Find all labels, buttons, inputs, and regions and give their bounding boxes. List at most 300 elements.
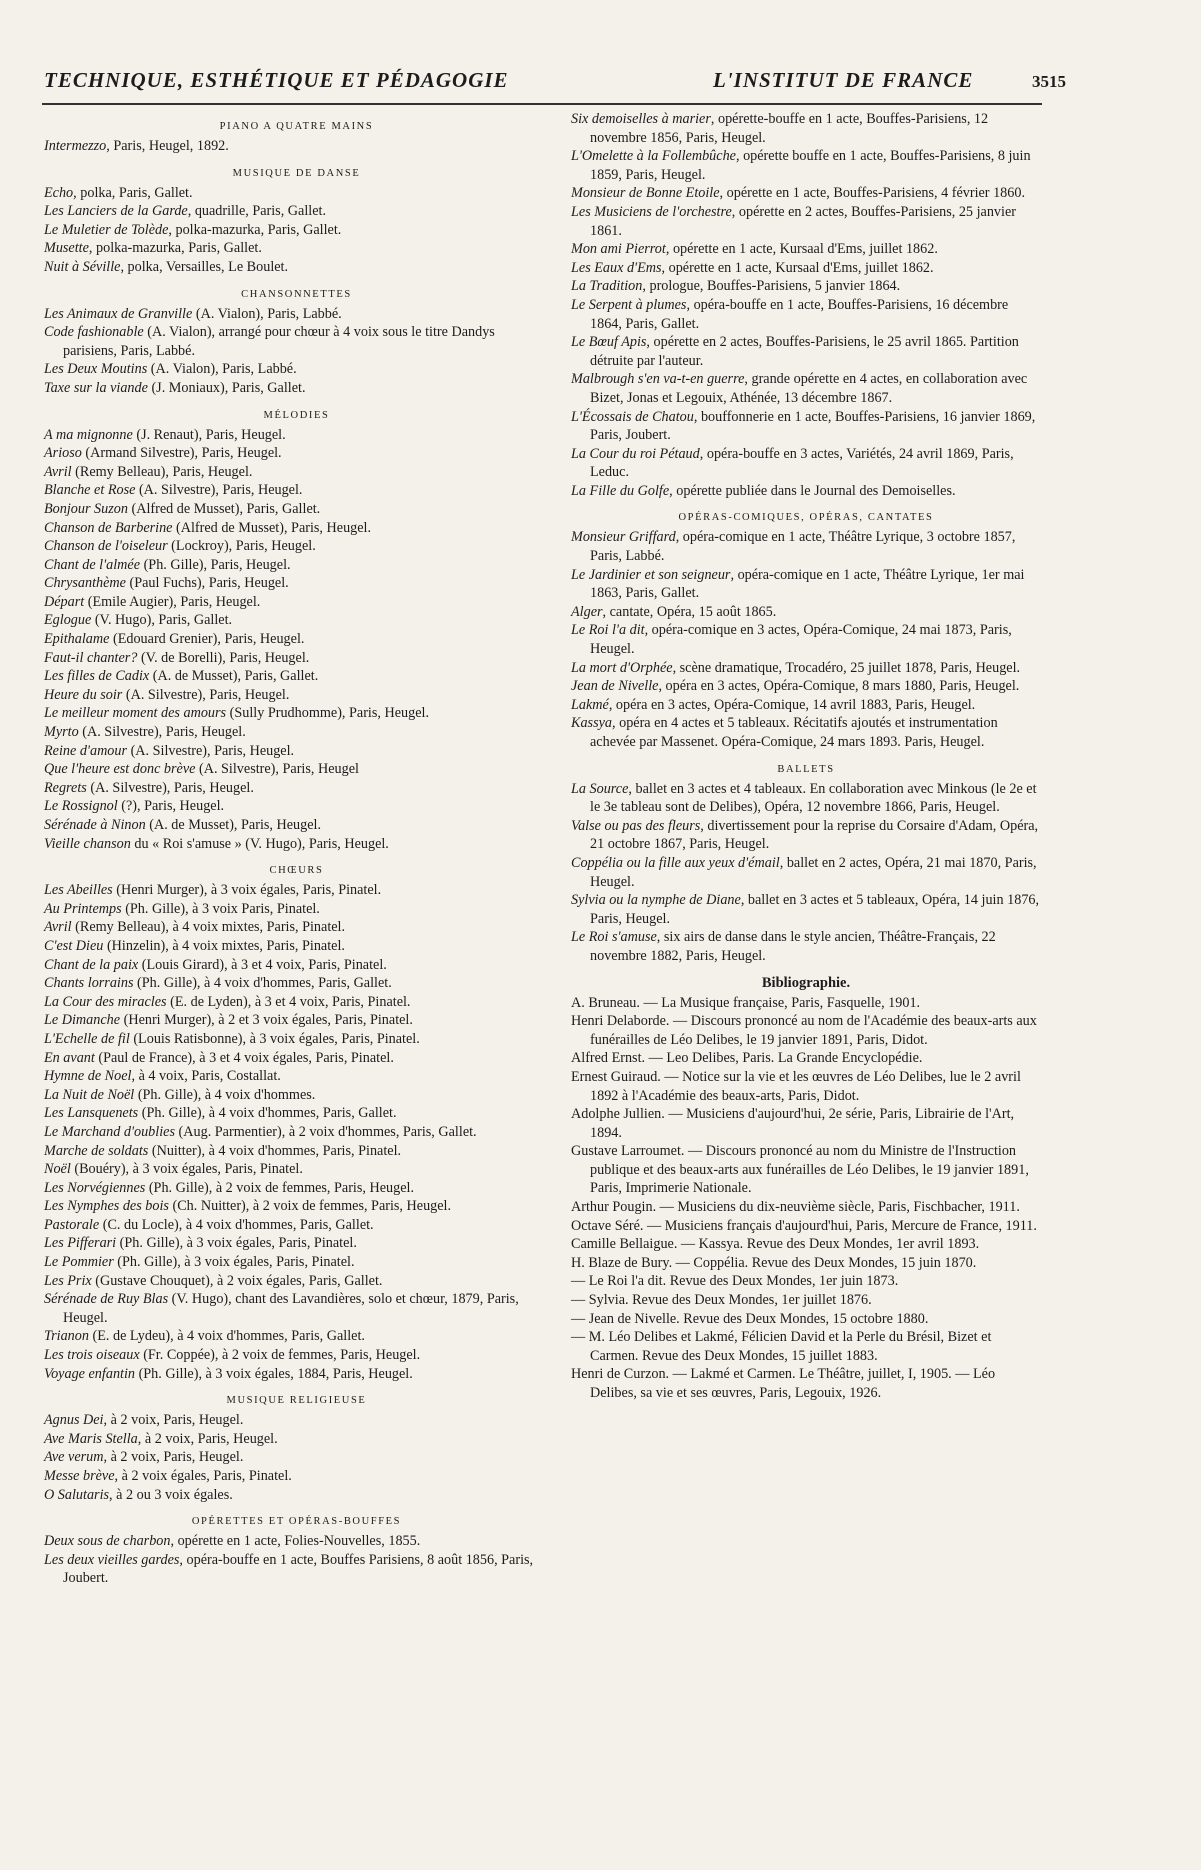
catalog-entry (44, 974, 549, 993)
catalog-entry (44, 1160, 549, 1179)
catalog-entry (571, 1291, 1041, 1310)
catalog-entry (44, 426, 549, 445)
work-title: Le Dimanche (44, 1012, 121, 1029)
catalog-entry (571, 1328, 1041, 1365)
work-title: Les Abeilles (44, 882, 113, 899)
catalog-entry (44, 1532, 549, 1551)
work-title: La mort d'Orphée (571, 659, 673, 676)
work-title: Agnus Dei (44, 1412, 104, 1429)
catalog-entry (44, 444, 549, 463)
entry-detail: , bouffonnerie en 1 acte, Bouffes-Parisiens, 16 janvier 1869, Paris, Joubert. (590, 408, 1036, 444)
entry-detail: , ballet en 3 actes et 4 tableaux. En collaboration avec Minkous (le 2e et le 3e tableau sont de Delibes), Opéra, 12 novembre 1866, Paris, Heugel. (590, 780, 1037, 816)
catalog-entry (44, 649, 549, 668)
section (44, 284, 549, 398)
catalog-entry (44, 1123, 549, 1142)
right-column (571, 110, 1041, 1403)
work-title: Sylvia ou la nymphe de Diane (571, 892, 741, 909)
header-rule (42, 103, 1042, 105)
entry-detail: Octave Séré. — Musiciens français d'aujourd'hui, Paris, Mercure de France, 1911. (571, 1217, 1037, 1234)
work-title: Lakmé (571, 696, 609, 713)
catalog-entry (44, 379, 549, 398)
entry-detail: , opérette en 1 acte, Kursaal d'Ems, juillet 1862. (665, 241, 938, 258)
work-title: Deux sous de charbon (44, 1533, 171, 1550)
entry-detail: (Ph. Gille), Paris, Heugel. (140, 556, 291, 573)
running-head-left: TECHNIQUE, ESTHÉTIQUE ET PÉDAGOGIE (44, 68, 509, 92)
entry-detail: , opéra-bouffe en 1 acte, Bouffes Parisiens, 8 août 1856, Paris, Joubert. (63, 1551, 534, 1587)
work-title: En avant (44, 1049, 95, 1066)
entry-detail: (Ph. Gille), à 3 voix égales, Paris, Pinatel. (113, 1254, 355, 1271)
entry-detail: (A. de Musset), Paris, Gallet. (149, 668, 319, 685)
work-title: Chanson de l'oiseleur (44, 538, 168, 555)
catalog-entry (44, 779, 549, 798)
entry-detail: (Ph. Gille), à 4 voix d'hommes, Paris, Gallet. (133, 975, 392, 992)
catalog-entry (44, 1346, 549, 1365)
catalog-entry (571, 1105, 1041, 1142)
entry-detail: , quadrille, Paris, Gallet. (187, 203, 327, 220)
work-title: Chrysanthème (44, 575, 126, 592)
entry-detail: , opérette publiée dans le Journal des Demoiselles. (669, 482, 956, 499)
work-title: Arioso (44, 445, 82, 462)
entry-detail: (J. Renaut), Paris, Heugel. (132, 426, 286, 443)
catalog-entry (44, 537, 549, 556)
entry-detail: (V. de Borelli), Paris, Heugel. (137, 649, 310, 666)
work-title: Le Marchand d'oublies (44, 1123, 175, 1140)
section (44, 1390, 549, 1504)
entry-detail: , scène dramatique, Trocadéro, 25 juillet 1878, Paris, Heugel. (672, 659, 1021, 676)
work-title: La Source (571, 780, 629, 797)
running-head-right: L'INSTITUT DE FRANCE (713, 68, 974, 92)
catalog-entry (571, 370, 1041, 407)
entry-detail: (Lockroy), Paris, Heugel. (167, 538, 316, 555)
work-title: Musette (44, 240, 89, 257)
work-title: Chanson de Barberine (44, 519, 173, 536)
catalog-entry (44, 323, 549, 360)
catalog-entry (571, 296, 1041, 333)
catalog-entry (44, 1142, 549, 1161)
entry-detail: , opéra en 4 actes et 5 tableaux. Récitatifs ajoutés et instrumentation achevée par Massenet. Opéra-Comique, 24 mars 1893. Paris, Heugel. (590, 715, 998, 750)
entry-detail: (C. du Locle), à 4 voix d'hommes, Paris, Gallet. (99, 1216, 374, 1233)
work-title: A ma mignonne (44, 426, 133, 443)
entry-detail: Henri Delaborde. — Discours prononcé au nom de l'Académie des beaux-arts aux funérailles de Léo Delibes, le 19 janvier 1891, Paris, Didot. (571, 1013, 1037, 1048)
entry-detail: (Remy Belleau), à 4 voix mixtes, Paris, Pinatel. (71, 919, 346, 936)
work-title: Les Animaux de Granville (44, 305, 193, 322)
entry-detail: , ballet en 3 actes et 5 tableaux, Opéra, 14 juin 1876, Paris, Heugel. (590, 892, 1040, 927)
catalog-entry (571, 184, 1041, 203)
entry-detail: , opéra-bouffe en 1 acte, Bouffes-Parisiens, 16 décembre 1864, Paris, Gallet. (590, 296, 1009, 332)
entry-detail: (A. Vialon), Paris, Labbé. (147, 361, 297, 378)
entry-detail: (A. Silvestre), Paris, Heugel. (135, 482, 303, 499)
catalog-entry (44, 1448, 549, 1467)
catalog-entry (44, 519, 549, 538)
entry-detail: (V. Hugo), chant des Lavandières, solo et chœur, 1879, Paris, Heugel. (63, 1291, 519, 1326)
work-title: Trianon (44, 1328, 89, 1345)
work-title: Noël (44, 1161, 71, 1178)
entry-detail: , opéra en 3 actes, Opéra-Comique, 14 avril 1883, Paris, Heugel. (608, 696, 976, 713)
catalog-entry (571, 240, 1041, 259)
work-title: Avril (44, 463, 72, 480)
catalog-entry (44, 1179, 549, 1198)
entry-detail: , grande opérette en 4 actes, en collaboration avec Bizet, Jonas et Legouix, Athénée, 13 décembre 1867. (590, 371, 1028, 406)
catalog-entry (44, 704, 549, 723)
entry-detail: (?), Paris, Heugel. (117, 798, 225, 815)
catalog-entry (44, 1216, 549, 1235)
entry-detail: (Ph. Gille), à 2 voix de femmes, Paris, Heugel. (145, 1179, 414, 1196)
catalog-entry (44, 593, 549, 612)
catalog-entry (44, 137, 549, 156)
catalog-entry (571, 1198, 1041, 1217)
section (44, 116, 549, 156)
entry-detail: , opérette bouffe en 1 acte, Bouffes-Parisiens, 8 juin 1859, Paris, Heugel. (590, 148, 1031, 183)
entry-detail: (V. Hugo), Paris, Gallet. (91, 612, 233, 629)
entry-detail: , à 2 voix, Paris, Heugel. (137, 1430, 278, 1447)
entry-detail: (Paul de France), à 3 et 4 voix égales, Paris, Pinatel. (94, 1049, 394, 1066)
catalog-entry (44, 918, 549, 937)
entry-detail: (Edouard Grenier), Paris, Heugel. (109, 631, 305, 648)
work-title: Alger (571, 603, 603, 620)
work-title: Mon ami Pierrot (571, 241, 666, 258)
work-title: Ave verum (44, 1449, 104, 1466)
entry-detail: , opérette en 1 acte, Kursaal d'Ems, juillet 1862. (661, 259, 934, 276)
catalog-entry (571, 528, 1041, 565)
catalog-entry (571, 677, 1041, 696)
entry-detail: (Paul Fuchs), Paris, Heugel. (125, 575, 289, 592)
work-title: Heure du soir (44, 686, 123, 703)
section-heading: MÉLODIES (263, 409, 330, 421)
section (44, 163, 549, 277)
work-title: L'Echelle de fil (44, 1030, 130, 1047)
work-title: L'Écossais de Chatou (571, 408, 694, 425)
catalog-entry (44, 360, 549, 379)
work-title: Bonjour Suzon (44, 500, 128, 517)
catalog-entry (44, 881, 549, 900)
entry-detail: (A. Vialon), Paris, Labbé. (192, 305, 342, 322)
catalog-entry (44, 1234, 549, 1253)
catalog-entry (44, 816, 549, 835)
entry-detail: (Ph. Gille), à 3 voix Paris, Pinatel. (121, 900, 320, 917)
work-title: Reine d'amour (44, 742, 128, 759)
entry-detail: (Nuitter), à 4 voix d'hommes, Paris, Pinatel. (148, 1142, 402, 1159)
catalog-entry (44, 1467, 549, 1486)
work-title: Echo (44, 184, 74, 201)
catalog-entry (571, 566, 1041, 603)
left-column (44, 116, 549, 1588)
work-title: Kassya (571, 715, 612, 732)
work-title: Les Prix (44, 1272, 92, 1289)
catalog-entry (44, 1049, 549, 1068)
catalog-entry (44, 1104, 549, 1123)
work-title: Les deux vieilles gardes (44, 1551, 180, 1568)
entry-detail: , polka-mazurka, Paris, Gallet. (168, 221, 342, 238)
entry-detail: , à 2 ou 3 voix égales. (109, 1486, 233, 1503)
work-title: Marche de soldats (44, 1142, 149, 1159)
entry-detail: (Sully Prudhomme), Paris, Heugel. (226, 705, 430, 722)
entry-detail: A. Bruneau. — La Musique française, Paris, Fasquelle, 1901. (571, 994, 921, 1011)
catalog-entry (44, 221, 549, 240)
work-title: Sérénade de Ruy Blas (44, 1291, 169, 1308)
catalog-entry (571, 1272, 1041, 1291)
catalog-entry (571, 1310, 1041, 1329)
catalog-entry (44, 1551, 549, 1588)
catalog-entry (571, 1142, 1041, 1198)
entry-detail: (A. de Musset), Paris, Heugel. (145, 817, 322, 833)
work-title: Sérénade à Ninon (44, 817, 146, 833)
work-title: Le Rossignol (44, 798, 118, 815)
work-title: Les trois oiseaux (44, 1347, 140, 1364)
section (44, 860, 549, 1383)
work-title: Pastorale (44, 1216, 100, 1233)
entry-detail: (A. Silvestre), Paris, Heugel. (86, 779, 254, 796)
work-title: Les Lansquenets (44, 1105, 139, 1122)
entry-detail: Alfred Ernst. — Leo Delibes, Paris. La Grande Encyclopédie. (571, 1050, 923, 1067)
catalog-entry (571, 621, 1041, 658)
work-title: Epithalame (44, 631, 110, 648)
entry-detail: (Armand Silvestre), Paris, Heugel. (81, 445, 282, 462)
section (44, 405, 549, 854)
catalog-entry (44, 202, 549, 221)
catalog-entry (44, 760, 549, 779)
work-title: Ave Maris Stella (44, 1430, 138, 1447)
entry-detail: (Ph. Gille), à 4 voix d'hommes. (134, 1086, 316, 1103)
entry-detail: Adolphe Jullien. — Musiciens d'aujourd'hui, 2e série, Paris, Librairie de l'Art, 1894. (571, 1106, 1015, 1141)
entry-detail: , opéra-comique en 3 actes, Opéra-Comique, 24 mai 1873, Paris, Heugel. (590, 622, 1012, 658)
entry-detail: — Jean de Nivelle. Revue des Deux Mondes, 15 octobre 1880. (571, 1310, 929, 1327)
entry-detail: , opérette en 2 actes, Bouffes-Parisiens, le 25 avril 1865. Partition détruite par l'auteur. (590, 334, 1019, 369)
entry-detail: , à 2 voix égales, Paris, Pinatel. (114, 1468, 292, 1484)
catalog-entry (571, 696, 1041, 715)
work-title: Taxe sur la viande (44, 379, 148, 396)
work-title: Les Pifferari (44, 1235, 117, 1252)
catalog-entry (571, 1254, 1041, 1273)
work-title: Blanche et Rose (44, 482, 136, 499)
catalog-entry (571, 110, 1041, 147)
entry-detail: — M. Léo Delibes et Lakmé, Félicien David et la Perle du Brésil, Bizet et Carmen. Revue des Deux Mondes, 15 juillet 1883. (571, 1329, 992, 1364)
section-heading: Bibliographie. (761, 974, 851, 991)
work-title: Myrto (44, 724, 79, 741)
catalog-entry (571, 147, 1041, 184)
entry-detail: , opéra en 3 actes, Opéra-Comique, 8 mars 1880, Paris, Heugel. (658, 678, 1020, 695)
work-title: Vieille chanson (44, 835, 131, 852)
catalog-entry (571, 1235, 1041, 1254)
entry-detail: (E. de Lyden), à 3 et 4 voix, Paris, Pinatel. (166, 993, 411, 1010)
catalog-entry (571, 1012, 1041, 1049)
catalog-entry (44, 835, 549, 854)
entry-detail: (Emile Augier), Paris, Heugel. (84, 593, 261, 610)
section-heading: MUSIQUE DE DANSE (232, 167, 361, 179)
catalog-entry (44, 305, 549, 324)
entry-detail: , cantate, Opéra, 15 août 1865. (602, 603, 777, 620)
catalog-entry (571, 994, 1041, 1013)
catalog-entry (571, 603, 1041, 622)
catalog-entry (44, 1411, 549, 1430)
catalog-entry (44, 481, 549, 500)
catalog-entry (44, 686, 549, 705)
catalog-entry (571, 891, 1041, 928)
entry-detail: (Ph. Gille), à 4 voix d'hommes, Paris, Gallet. (138, 1105, 397, 1122)
work-title: Malbrough s'en va-t-en guerre (571, 371, 745, 388)
catalog-entry (571, 445, 1041, 482)
entry-detail: (Hinzelin), à 4 voix mixtes, Paris, Pinatel. (103, 937, 345, 954)
catalog-entry (571, 1049, 1041, 1068)
entry-detail: (A. Silvestre), Paris, Heugel. (78, 724, 246, 741)
catalog-entry (44, 1197, 549, 1216)
work-title: Monsieur Griffard (571, 529, 676, 546)
work-title: La Cour du roi Pétaud (571, 445, 700, 462)
section (571, 110, 1041, 500)
section (44, 1511, 549, 1588)
work-title: Avril (44, 919, 72, 936)
entry-detail: , opérette en 1 acte, Folies-Nouvelles, 1855. (170, 1533, 421, 1550)
section (571, 507, 1041, 751)
entry-detail: du « Roi s'amuse » (V. Hugo), Paris, Heugel. (130, 835, 389, 852)
catalog-entry (44, 574, 549, 593)
catalog-entry (571, 854, 1041, 891)
work-title: Voyage enfantin (44, 1365, 136, 1382)
work-title: La Tradition (571, 278, 643, 295)
work-title: Le Serpent à plumes (571, 296, 687, 313)
work-title: La Cour des miracles (44, 993, 167, 1010)
entry-detail: , opérette en 2 actes, Bouffes-Parisiens, 25 janvier 1861. (590, 203, 1016, 239)
section-heading: PIANO A QUATRE MAINS (219, 121, 374, 132)
catalog-entry (44, 1011, 549, 1030)
section-heading: OPÉRAS-COMIQUES, OPÉRAS, CANTATES (678, 512, 934, 524)
catalog-entry (44, 1030, 549, 1049)
section-heading: OPÉRETTES ET OPÉRAS-BOUFFES (191, 1516, 402, 1528)
entry-detail: (Ph. Gille), à 3 voix égales, Paris, Pinatel. (116, 1235, 357, 1252)
catalog-entry (44, 1290, 549, 1327)
work-title: Le Pommier (44, 1254, 114, 1271)
work-title: Coppélia ou la fille aux yeux d'émail (571, 854, 780, 871)
catalog-entry (44, 723, 549, 742)
entry-detail: — Le Roi l'a dit. Revue des Deux Mondes, 1er juin 1873. (571, 1273, 899, 1290)
entry-detail: (Henri Murger), à 2 et 3 voix égales, Paris, Pinatel. (120, 1012, 413, 1029)
catalog-entry (571, 259, 1041, 278)
catalog-entry (571, 714, 1041, 751)
entry-detail: , opéra-comique en 1 acte, Théâtre Lyrique, 1er mai 1863, Paris, Gallet. (590, 566, 1025, 602)
work-title: Messe brève (44, 1468, 115, 1484)
work-title: Intermezzo (44, 138, 107, 154)
entry-detail: (Louis Ratisbonne), à 3 voix égales, Paris, Pinatel. (129, 1030, 420, 1047)
work-title: Chant de la paix (44, 956, 139, 973)
catalog-entry (44, 900, 549, 919)
entry-detail: , six airs de danse dans le style ancien, Théâtre-Français, 22 novembre 1882, Paris, Heugel. (590, 929, 996, 964)
entry-detail: (A. Silvestre), Paris, Heugel. (122, 686, 290, 703)
entry-detail: Arthur Pougin. — Musiciens du dix-neuvième siècle, Paris, Fischbacher, 1911. (571, 1199, 1020, 1216)
work-title: Nuit à Séville (44, 258, 121, 275)
entry-detail: (Gustave Chouquet), à 2 voix égales, Paris, Gallet. (91, 1272, 383, 1289)
entry-detail: , opérette en 1 acte, Bouffes-Parisiens, 4 février 1860. (719, 185, 1026, 202)
work-title: C'est Dieu (44, 937, 104, 954)
work-title: Jean de Nivelle (571, 678, 659, 695)
entry-detail: (Ch. Nuitter), à 2 voix de femmes, Paris, Heugel. (168, 1198, 452, 1215)
work-title: Les Nymphes des bois (44, 1198, 169, 1215)
entry-detail: (A. Silvestre), Paris, Heugel. (127, 742, 295, 759)
section-heading: MUSIQUE RELIGIEUSE (226, 1395, 367, 1407)
work-title: Les Eaux d'Ems (571, 259, 662, 276)
work-title: Hymne de Noel (44, 1068, 132, 1085)
work-title: Départ (44, 593, 85, 610)
work-title: Le Roi s'amuse (571, 929, 657, 946)
entry-detail: (A. Silvestre), Paris, Heugel (195, 761, 359, 778)
entry-detail: , ballet en 2 actes, Opéra, 21 mai 1870, Paris, Heugel. (590, 854, 1037, 890)
catalog-entry (44, 611, 549, 630)
catalog-entry (44, 797, 549, 816)
work-title: Chants lorrains (44, 975, 134, 992)
work-title: Chant de l'almée (44, 556, 141, 573)
catalog-entry (44, 630, 549, 649)
catalog-entry (571, 1217, 1041, 1236)
catalog-entry (44, 742, 549, 761)
page-number: 3515 (1032, 72, 1066, 91)
entry-detail: H. Blaze de Bury. — Coppélia. Revue des Deux Mondes, 15 juin 1870. (571, 1254, 977, 1271)
work-title: Valse ou pas des fleurs (571, 817, 701, 834)
entry-detail: — Sylvia. Revue des Deux Mondes, 1er juillet 1876. (571, 1292, 872, 1309)
catalog-entry (44, 667, 549, 686)
catalog-entry (44, 463, 549, 482)
entry-detail: (Fr. Coppée), à 2 voix de femmes, Paris, Heugel. (139, 1347, 421, 1364)
catalog-entry (44, 956, 549, 975)
catalog-entry (571, 408, 1041, 445)
work-title: Monsieur de Bonne Etoile (571, 185, 720, 202)
catalog-entry (44, 1253, 549, 1272)
work-title: Les filles de Cadix (44, 668, 150, 685)
catalog-entry (44, 1086, 549, 1105)
work-title: Les Musiciens de l'orchestre (571, 203, 732, 220)
entry-detail: Henri de Curzon. — Lakmé et Carmen. Le Théâtre, juillet, I, 1905. — Léo Delibes, sa vie et ses œuvres, Paris, Legouix, 1926. (571, 1366, 996, 1401)
section (571, 973, 1041, 1403)
entry-detail: (Alfred de Musset), Paris, Gallet. (127, 500, 321, 517)
page-header (44, 68, 1066, 98)
section-heading: CHANSONNETTES (241, 288, 352, 300)
catalog-entry (44, 184, 549, 203)
catalog-entry (571, 277, 1041, 296)
catalog-entry (44, 239, 549, 258)
entry-detail: (J. Moniaux), Paris, Gallet. (147, 379, 306, 396)
work-title: Code fashionable (44, 324, 144, 341)
catalog-entry (44, 1067, 549, 1086)
entry-detail: , opéra-bouffe en 3 actes, Variétés, 24 avril 1869, Paris, Leduc. (590, 445, 1014, 481)
catalog-entry (571, 482, 1041, 501)
catalog-entry (571, 928, 1041, 965)
catalog-entry (44, 258, 549, 277)
entry-detail: , à 2 voix, Paris, Heugel. (103, 1412, 244, 1429)
entry-detail: , prologue, Bouffes-Parisiens, 5 janvier 1864. (642, 278, 901, 295)
entry-detail: Camille Bellaigue. — Kassya. Revue des Deux Mondes, 1er avril 1893. (571, 1236, 980, 1253)
entry-detail: , à 2 voix, Paris, Heugel. (103, 1449, 244, 1466)
work-title: O Salutaris (44, 1486, 110, 1503)
work-title: Faut-il chanter? (44, 649, 138, 666)
entry-detail: (Alfred de Musset), Paris, Heugel. (172, 519, 372, 536)
work-title: Les Deux Moutins (44, 361, 148, 378)
entry-detail: (Ph. Gille), à 3 voix égales, 1884, Paris, Heugel. (135, 1365, 413, 1382)
catalog-entry (571, 203, 1041, 240)
work-title: Le Jardinier et son seigneur (571, 566, 731, 583)
work-title: L'Omelette à la Follembûche (571, 148, 736, 165)
entry-detail: (Remy Belleau), Paris, Heugel. (71, 463, 253, 480)
catalog-entry (44, 1272, 549, 1291)
work-title: Le Bœuf Apis (571, 334, 647, 351)
entry-detail: , opéra-comique en 1 acte, Théâtre Lyrique, 3 octobre 1857, Paris, Labbé. (590, 529, 1016, 565)
entry-detail: , divertissement pour la reprise du Corsaire d'Adam, Opéra, 21 octobre 1867, Paris, Heugel. (590, 817, 1039, 853)
catalog-entry (44, 937, 549, 956)
work-title: Le Muletier de Tolède (44, 221, 169, 238)
entry-detail: , opérette-bouffe en 1 acte, Bouffes-Parisiens, 12 novembre 1856, Paris, Heugel. (590, 111, 989, 146)
section-heading: BALLETS (777, 763, 835, 775)
catalog-entry (571, 817, 1041, 854)
entry-detail: (Louis Girard), à 3 et 4 voix, Paris, Pinatel. (138, 956, 387, 973)
work-title: La Fille du Golfe (571, 482, 670, 499)
catalog-entry (44, 1327, 549, 1346)
catalog-entry (571, 333, 1041, 370)
